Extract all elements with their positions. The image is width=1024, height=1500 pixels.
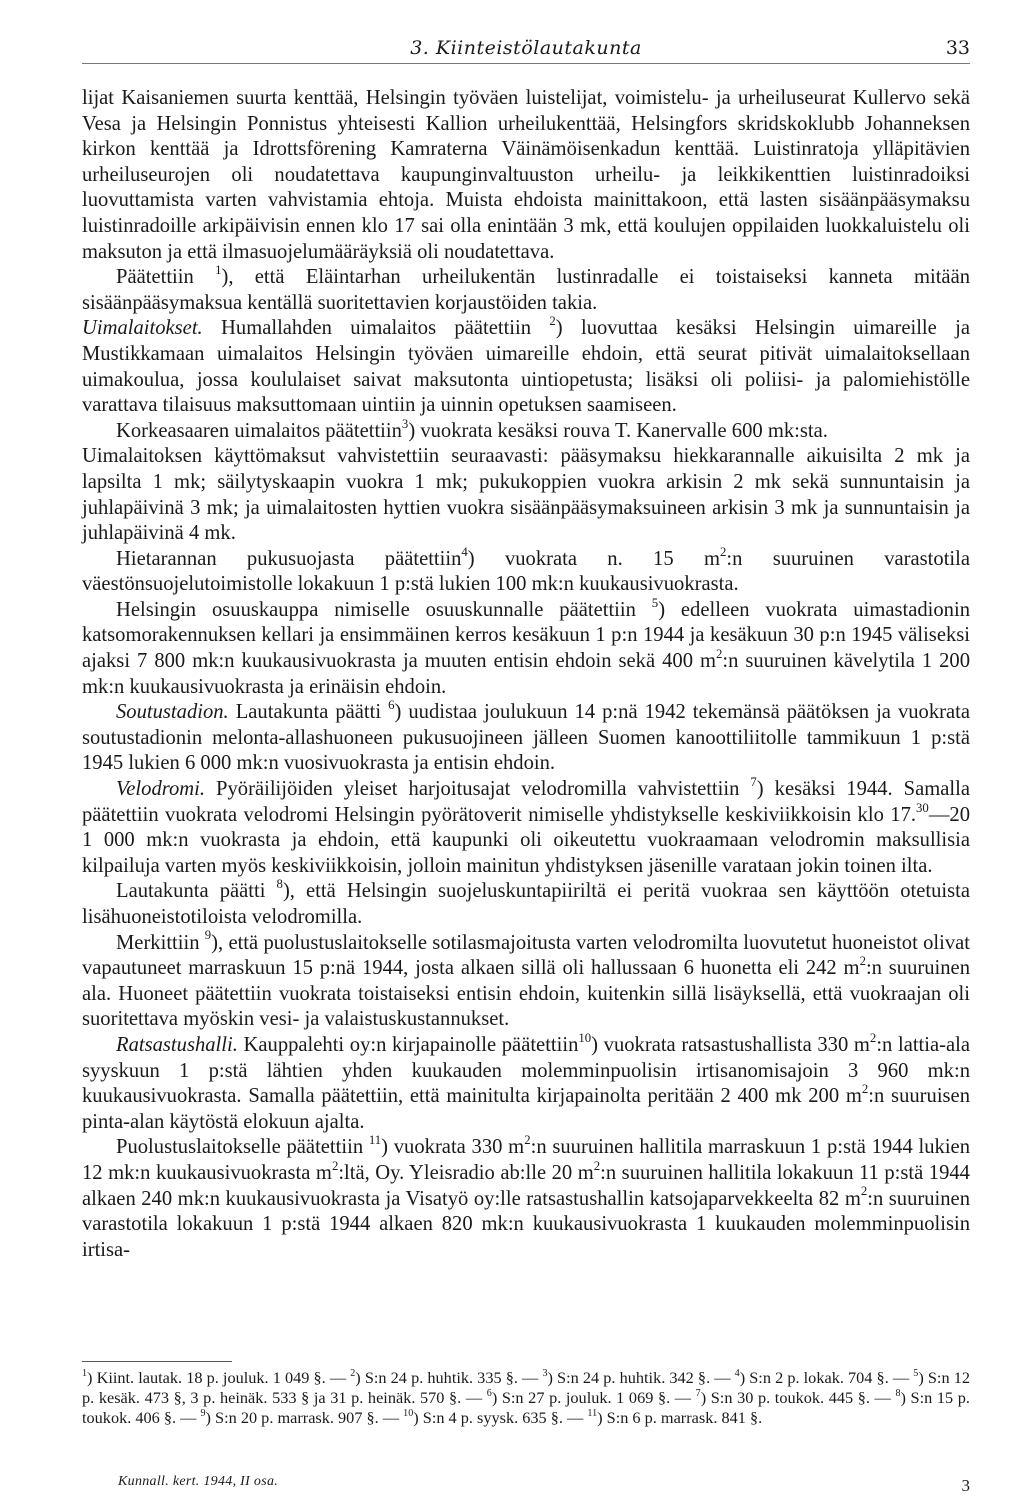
square-unit: 2: [861, 1082, 869, 1097]
paragraph-velodromi: Velodromi. Pyöräilijöiden yleiset harjoitusajat velodromilla vahvistettiin $^7$) kesäksi 1944. Samalla päätettiin vuokrata velodromi Helsingin pyörätoverit nimiselle yhdistykselle keskiviikkoisin klo 17.30—20 1 000 mk:n vuokrasta ja ehdoin, että kaupunki oli oikeutettu vuokraamaan velodromin maksullisia kilpailuja varten myös keskiviikkoisin, jolloin mainitun yhdistyksen jäsenille varataan jokin toinen ilta.: [82, 774, 970, 877]
footnote-text: ) S:n 27 p. jouluk. 1 069 §. —: [491, 1388, 696, 1407]
footnote-ref[interactable]: 4: [461, 544, 468, 559]
paragraph-uimalaitokset: Uimalaitokset. Humallahden uimalaitos päätettiin $^2$) luovuttaa kesäksi Helsingin uimareille ja Mustikkamaan uimalaitos Helsingin työväen uimareille ehdoin, että seurat pitivät uimalaitoksellaan uimakoulua, jossa koululaiset saivat maksutonta uintiopetusta; lisäksi oli poliisi- ja palomiehistölle varattava tilaisuus maksuttomaan uintiin ja uinnin opetuksen saamiseen.: [82, 314, 970, 417]
footnote-text: ) S:n 4 p. syysk. 635 §. —: [413, 1408, 588, 1427]
footnote-marker: 9: [200, 1407, 206, 1419]
paragraph-6: Hietarannan pukusuojasta päätettiin$^4$) vuokrata n. 15 $m^2:n$ suuruinen varastotila väestönsuojelutoimistolle lokakuun 1 p:stä lukien 100 mk:n kuukausivuokrasta.: [82, 544, 970, 596]
footnote-ref[interactable]: 8: [276, 877, 283, 892]
footnote-marker: 1: [82, 1367, 88, 1379]
paragraph-ratsastushalli: Ratsastushalli. Kauppalehti oy:n kirjapainolle päätettiin$^{10}$) vuokrata ratsastushallista 330 $m^2:n$ lattia-ala syyskuun 1 p:stä lähtien yhden kuukauden molemminpuolisin irtisanomisajoin 3 960 mk:n kuukausivuokrasta. Samalla päätettiin, että mainitulta kirjapainolta peritään 2 400 mk 200 $m^2:n$ suuruisen pinta-alan käytöstä elokuun ajalta.: [82, 1030, 970, 1133]
footnote-marker: 11: [587, 1407, 598, 1419]
square-unit: 2: [860, 1184, 868, 1199]
footnote-ref[interactable]: 9: [204, 928, 212, 943]
section-heading: Soutustadion.: [116, 701, 229, 724]
running-header: [82, 33, 970, 64]
footnote-ref[interactable]: 5: [651, 595, 659, 610]
footnote-marker: 8: [895, 1387, 901, 1399]
paragraph-13: Puolustuslaitokselle päätettiin $^{11}$) vuokrata 330 $m^2:n$ suuruinen hallitila marraskuun 1 p:stä 1944 lukien 12 mk:n kuukausivuokrasta $m^2:ltä$, Oy. Yleisradio ab:lle 20 $m^2:n$ suuruinen hallitila lokakuun 11 p:stä 1944 alkaen 240 mk:n kuukausivuokrasta ja Visatyö oy:lle ratsastushallin katsojaparvekkeelta 82 $m^2:n$ suuruinen varastotila lokakuun 1 p:stä 1944 alkaen 820 mk:n kuukausivuokrasta 1 kuukauden molemminpuolisin irtisa-: [82, 1133, 970, 1261]
footnote-text: ) S:n 30 p. toukok. 445 §. —: [700, 1388, 896, 1407]
section-heading: Ratsastushalli.: [116, 1033, 238, 1056]
paragraph-5: Uimalaitoksen käyttömaksut vahvistettiin seuraavasti: pääsymaksu hiekkarannalle aikuisilta 2 mk ja lapsilta 1 mk; säilytyskaapin vuokra 1 mk; pukukoppien vuokra arkisin 2 mk sekä sunnuntaisin ja juhlapäivinä 3 mk; ja uimalaitosten hyttien vuokra sisäänpääsymaksuineen arkisin 3 mk ja sunnuntaisin ja juhlapäivinä 4 mk.: [82, 445, 970, 545]
footnote-text: ) S:n 6 p. marrask. 841 §.: [597, 1408, 763, 1427]
footnote-marker: 10: [403, 1407, 414, 1419]
footnote-divider: [82, 1361, 232, 1362]
paragraph-11: Merkittiin $^9$), että puolustuslaitokselle sotilasmajoitusta varten velodromilta luovutetut huoneistot olivat vapautuneet marraskuun 15 p:nä 1944, josta alkaen sillä oli hallussaan 6 huonetta eli 242 $m^2:n$ suuruinen ala. Huoneet päätettiin vuokrata toistaiseksi entisin ehdoin, kuitenkin sillä lisäyksellä, että vuokraajan oli suoritettava myöskin vesi- ja valaistuskustannukset.: [82, 928, 970, 1031]
paragraph-10: Lautakunta päätti $^8$), että Helsingin suojeluskuntapiiriltä ei peritä vuokraa sen käyttöön otetuista lisähuoneistotiloista velodromilla.: [82, 877, 971, 928]
footnote-marker: 7: [695, 1387, 701, 1399]
footnote-ref[interactable]: 10: [578, 1030, 592, 1045]
body-text: [82, 86, 970, 1263]
footnote-ref[interactable]: 3: [401, 416, 409, 431]
footnote-text: ) S:n 12 p. kesäk. 473 §, 3 p. heinäk. 533 § ja 31 p. heinäk. 570 §. —: [82, 1368, 970, 1407]
paragraph-7: Helsingin osuuskauppa nimiselle osuuskunnalle päätettiin $^5$) edelleen vuokrata uimastadionin katsomorakennuksen kellari ja ensimmäinen kerros kesäkuun 1 p:n 1944 ja kesäkuun 30 p:n 1945 väliseksi ajaksi 7 800 mk:n kuukausivuokrasta ja muuten entisin ehdoin sekä 400 $m^2:n$ suuruinen kävelytila 1 200 mk:n kuukausivuokrasta ja erinäisin ehdoin.: [82, 595, 971, 698]
time-minutes: 30: [916, 800, 929, 815]
footnote-text: ) Kiint. lautak. 18 p. jouluk. 1 049 §. —: [87, 1368, 351, 1387]
square-unit: 2: [719, 544, 727, 559]
square-unit: 2: [524, 1133, 531, 1148]
footnote-text: ) S:n 24 p. huhtik. 342 §. —: [547, 1368, 735, 1387]
square-unit: 2: [716, 646, 723, 661]
page-number: 33: [945, 37, 970, 59]
footnotes: [82, 1368, 970, 1428]
section-title: 3. Kiinteistölautakunta: [410, 37, 642, 59]
footnote-text: ) S:n 2 p. lokak. 704 §. —: [739, 1368, 914, 1387]
section-heading: Velodromi.: [116, 778, 206, 801]
signature-mark: Kunnall. kert. 1944, II osa.: [118, 1474, 279, 1489]
footnote-marker: 5: [913, 1367, 919, 1379]
paragraph-soutustadion: Soutustadion. Lautakunta päätti $^6$) uudistaa joulukuun 14 p:nä 1942 tekemänsä päätöksen ja vuokrata soutustadionin melonta-allashuoneen pukusuojineen jälleen Suomen kanoottiliitolle tammikuun 1 p:stä 1945 lukien 6 000 mk:n vuosivuokrasta ja entisin ehdoin.: [82, 698, 970, 775]
section-heading: Uimalaitokset.: [82, 317, 203, 340]
footnote-marker: 2: [350, 1367, 356, 1379]
footnote-ref[interactable]: 6: [388, 698, 395, 713]
paragraph-4: Korkeasaaren uimalaitos päätettiin$^3$) vuokrata kesäksi rouva T. Kanervalle 600 mk:sta.: [116, 416, 828, 442]
footnote-ref[interactable]: 11: [368, 1133, 382, 1148]
paragraph-2: Päätettiin $^1$), että Eläintarhan urheilukentän lustinradalle ei toistaiseksi kanneta mitään sisäänpääsymaksua kentällä suoritettavien korjaustöiden takia.: [82, 263, 971, 314]
square-unit: 2: [859, 954, 866, 969]
footnote-ref[interactable]: 1: [215, 263, 222, 278]
footnote-text: ) S:n 15 p. toukok. 406 §. —: [82, 1388, 970, 1427]
square-unit: 2: [593, 1158, 601, 1173]
footnote-text: ) S:n 20 p. marrask. 907 §. —: [205, 1408, 404, 1427]
footnote-marker: 3: [542, 1367, 548, 1379]
footnote-marker: 6: [486, 1387, 492, 1399]
footnote-marker: 4: [734, 1367, 740, 1379]
footnote-ref[interactable]: 2: [549, 314, 556, 329]
square-unit: 2: [331, 1158, 339, 1173]
paragraph-1: lijat Kaisaniemen suurta kenttää, Helsingin työväen luistelijat, voimistelu- ja urheiluseurat Kullervo sekä Vesa ja Helsingin Ponnistus yhteisesti Kallion urheilukenttää, Helsingfors skridskoklubb Johanneksen kirkon kenttää ja Idrottsförening Kamraterna Väinämöisenkadun kenttää. Luistinratoja ylläpitävien urheiluseurojen oli noudatettava kaupunginvaltuuston urheilu- ja leikkikenttien luistinradoiksi luovuttamista varten vahvistamia ehtoja. Muista ehdoista mainittakoon, että lasten sisäänpääsymaksu luistinradoille arkipäivisin ennen klo 17 sai olla enintään 3 mk, että koulujen oppilaiden luokkaluistelu oli maksuton ja että ilmasuojelumääräyksiä oli noudatettava.: [82, 87, 970, 263]
sheet-number: 3: [961, 1476, 970, 1495]
footnote-text: ) S:n 24 p. huhtik. 335 §. —: [355, 1368, 543, 1387]
footnote-ref[interactable]: 7: [750, 774, 757, 789]
square-unit: 2: [869, 1030, 877, 1045]
